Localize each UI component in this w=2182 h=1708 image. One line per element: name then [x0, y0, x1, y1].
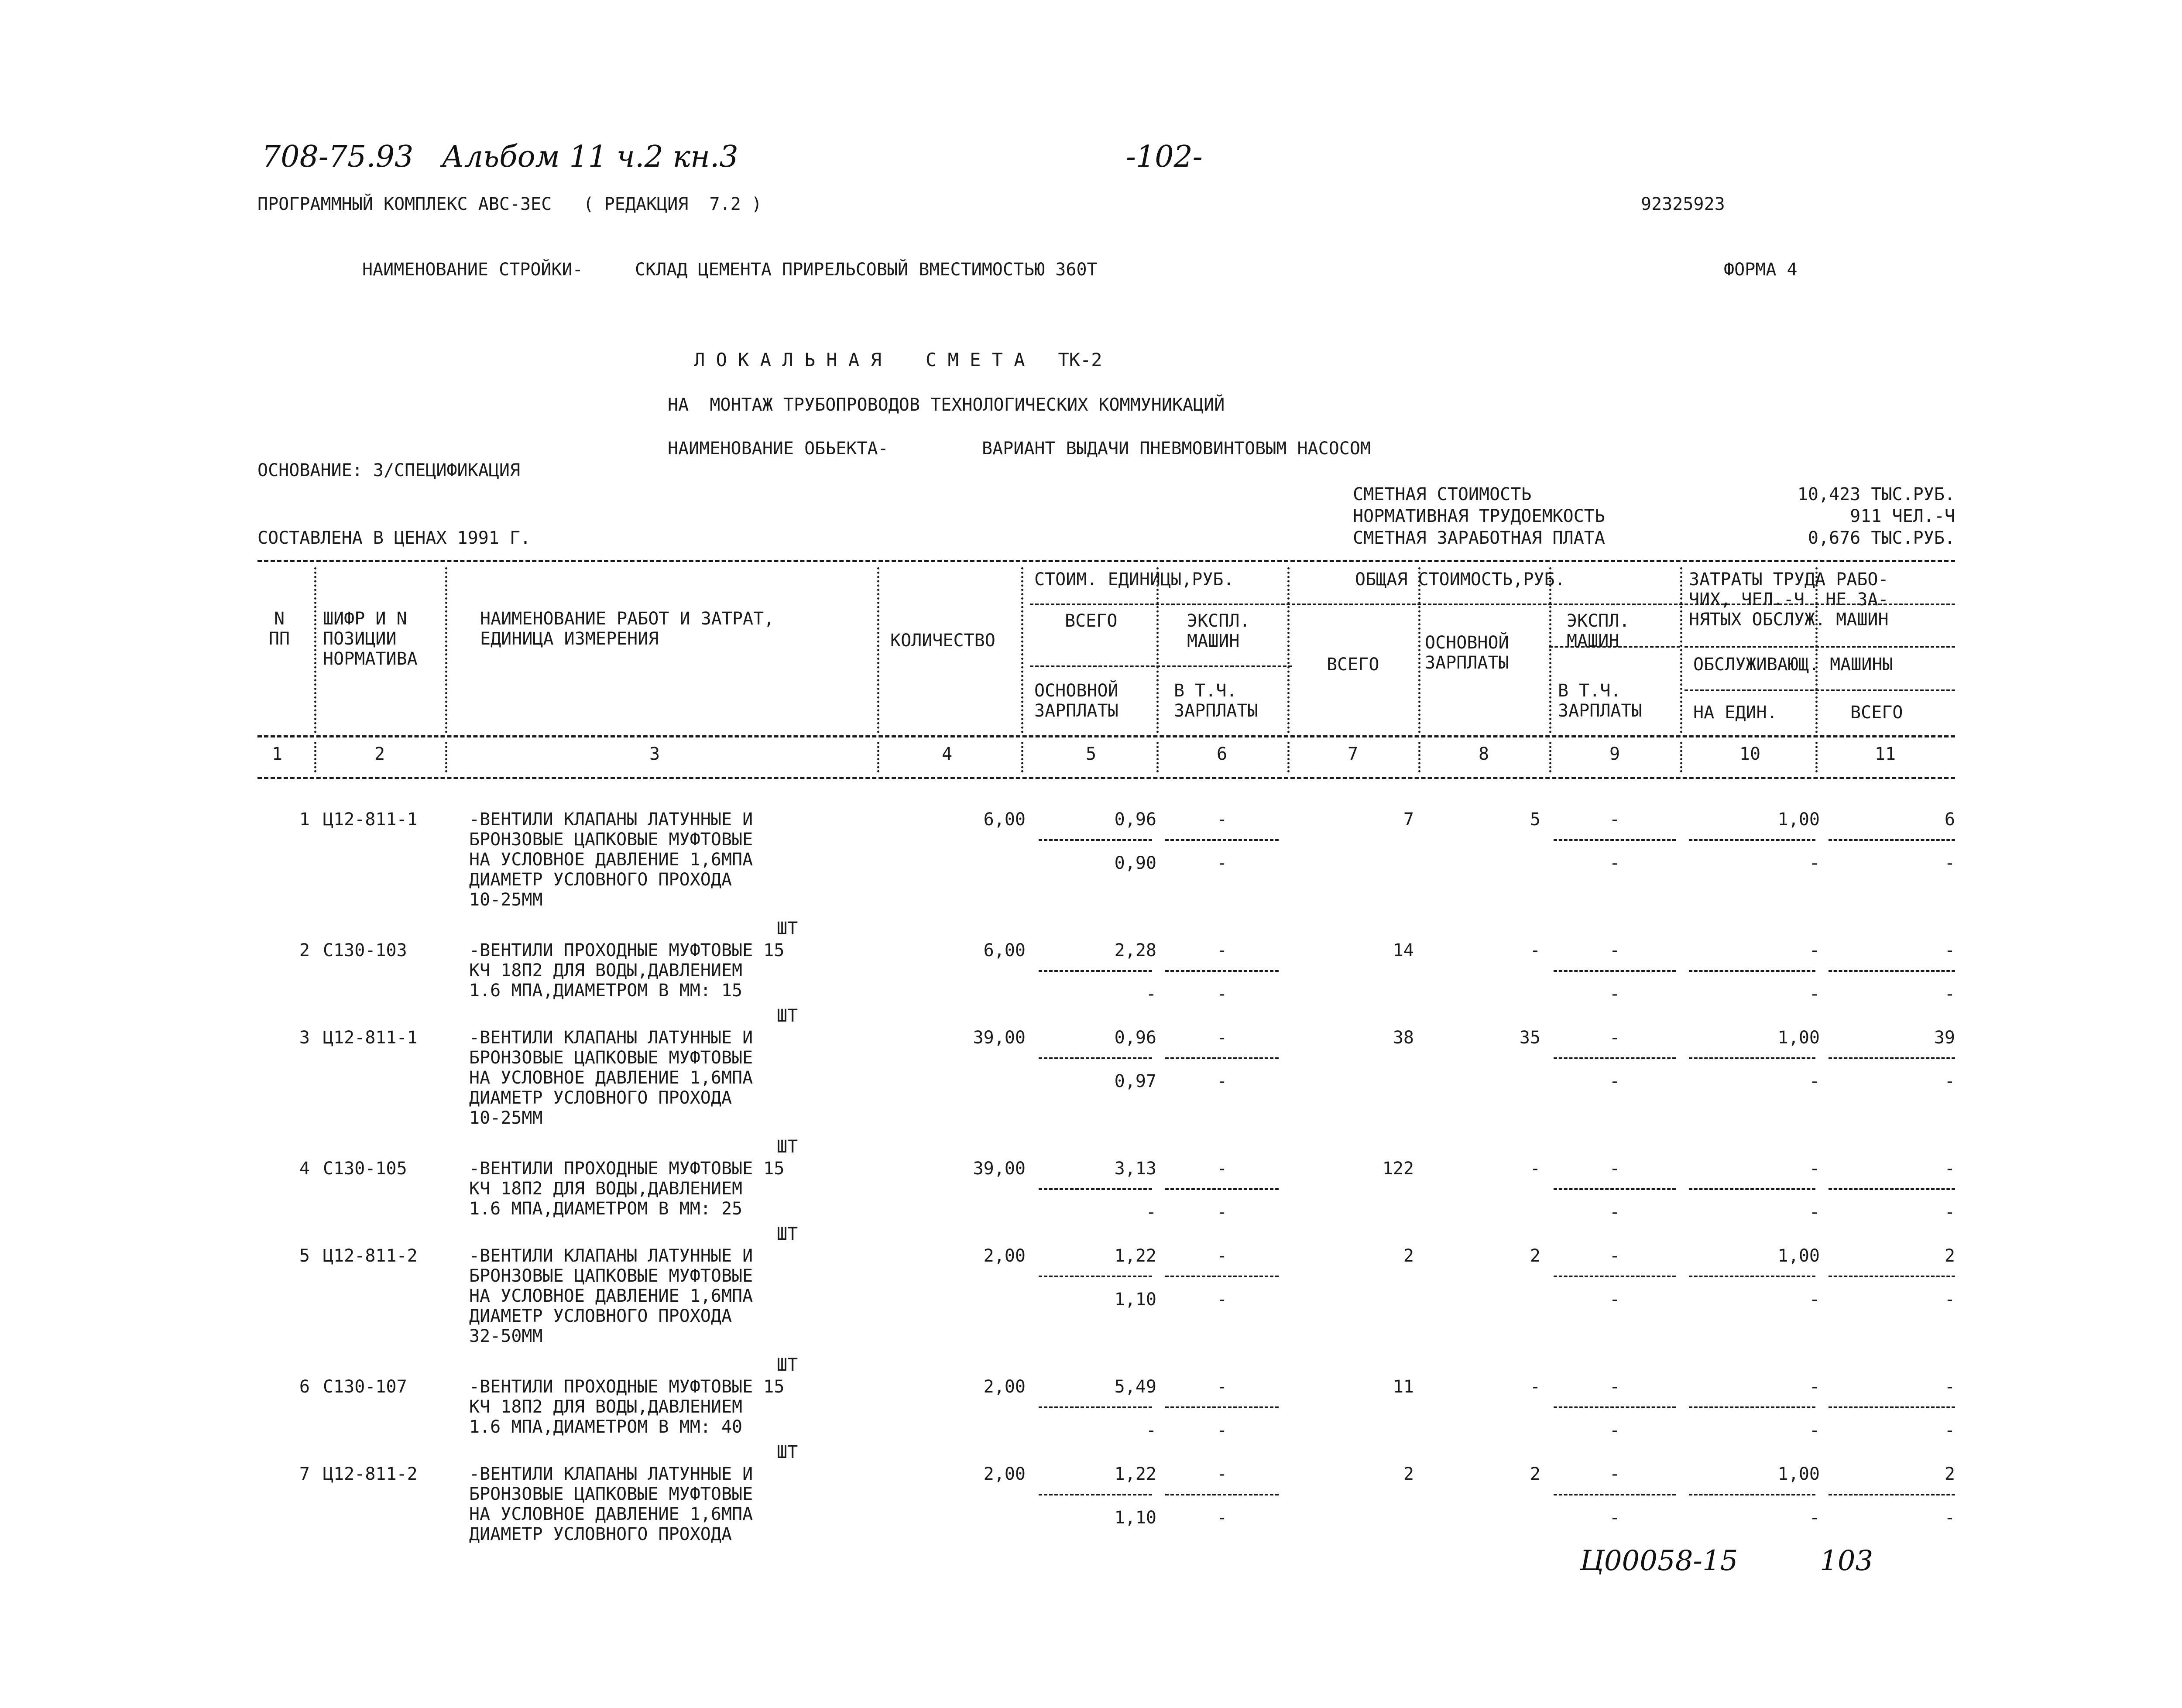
col-header-10: НА ЕДИН. [1693, 703, 1777, 723]
cell-divider [1829, 1057, 1955, 1059]
col-header-5: ВСЕГО [1065, 611, 1118, 631]
handwritten-footer-code: Ц00058-15 [1580, 1545, 1738, 1577]
row-total: 38 [1393, 1028, 1414, 1048]
row-number: 6 [299, 1377, 310, 1397]
column-number: 1 [271, 744, 283, 764]
prices-line: СОСТАВЛЕНА В ЦЕНАХ 1991 Г. [257, 528, 531, 548]
row-service-total: - [1944, 1071, 1955, 1091]
row-service-total: - [1944, 1290, 1955, 1310]
row-unit-machine-wages: - [1216, 1202, 1228, 1222]
row-unit-machines: - [1216, 1159, 1228, 1179]
row-number: 1 [299, 809, 310, 830]
cell-divider [1039, 1406, 1152, 1408]
column-number: 7 [1347, 744, 1359, 764]
row-quantity: 6,00 [983, 940, 1026, 960]
row-unit-machines: - [1216, 1464, 1228, 1484]
labor-mid-rule [1685, 646, 1955, 648]
row-unit-machine-wages: - [1216, 1508, 1228, 1528]
row-labor-total: - [1944, 940, 1955, 960]
row-unit-machines: - [1216, 1377, 1228, 1397]
summary-value-cost: 10,423 ТЫС.РУБ. [1797, 484, 1955, 504]
row-total-machine-wages: - [1609, 1420, 1620, 1440]
row-labor-total: 2 [1944, 1464, 1955, 1484]
row-total-machines: - [1609, 1028, 1620, 1048]
row-total-wages: 2 [1530, 1246, 1540, 1266]
cell-divider [1039, 1188, 1152, 1190]
column-separator [445, 742, 447, 772]
row-unit-total: 1,22 [1114, 1464, 1156, 1484]
object-value: ВАРИАНТ ВЫДАЧИ ПНЕВМОВИНТОВЫМ НАСОСОМ [982, 439, 1371, 459]
column-separator [1287, 742, 1290, 772]
col-header-qty: КОЛИЧЕСТВО [890, 631, 995, 651]
row-service-total: - [1944, 1508, 1955, 1528]
row-total-wages: - [1530, 940, 1540, 960]
row-number: 3 [299, 1028, 310, 1048]
col-header-code: ШИФР И N ПОЗИЦИИ НОРМАТИВА [323, 609, 418, 669]
column-number: 5 [1085, 744, 1097, 764]
column-separator [1418, 567, 1420, 733]
row-name: -ВЕНТИЛИ ПРОХОДНЫЕ МУФТОВЫЕ 15 КЧ 18П2 ДЛЯ ВОДЫ,ДАВЛЕНИЕМ 1.6 МПА,ДИАМЕТРОМ В ММ: 25 [469, 1159, 785, 1219]
cell-divider [1554, 1276, 1676, 1277]
cell-divider [1829, 1494, 1955, 1495]
row-number: 4 [299, 1159, 310, 1179]
column-number: 9 [1609, 744, 1620, 764]
col-header-6b: В Т.Ч. ЗАРПЛАТЫ [1174, 681, 1258, 721]
row-unit-total: 0,96 [1114, 809, 1156, 830]
row-code: Ц12-811-2 [323, 1246, 418, 1266]
row-name: -ВЕНТИЛИ ПРОХОДНЫЕ МУФТОВЫЕ 15 КЧ 18П2 ДЛЯ ВОДЫ,ДАВЛЕНИЕМ 1.6 МПА,ДИАМЕТРОМ В ММ: 15 [469, 940, 785, 1001]
row-labor-total: - [1944, 1159, 1955, 1179]
labor-sub-rule [1685, 689, 1955, 691]
row-number: 2 [299, 940, 310, 960]
row-total-machine-wages: - [1609, 1290, 1620, 1310]
cell-divider [1554, 970, 1676, 972]
col-header-labor: ЗАТРАТЫ ТРУДА РАБО- ЧИХ, ЧЕЛ.-Ч НЕ ЗА- НЯТЫХ ОБСЛУЖ. МАШИН [1689, 569, 1889, 630]
table-header-rule [257, 735, 1955, 737]
row-total-machines: - [1609, 809, 1620, 830]
row-total: 11 [1393, 1377, 1414, 1397]
row-code: Ц12-811-1 [323, 809, 418, 830]
column-separator [1680, 567, 1682, 733]
row-total: 122 [1382, 1159, 1414, 1179]
row-labor-total: 6 [1944, 809, 1955, 830]
cell-divider [1689, 1406, 1815, 1408]
column-separator [1021, 567, 1023, 733]
row-quantity: 2,00 [983, 1377, 1026, 1397]
row-total-wages: - [1530, 1377, 1540, 1397]
row-unit-of-measure: ШТ [777, 1006, 798, 1026]
summary-value-wages: 0,676 ТЫС.РУБ. [1808, 528, 1955, 548]
row-unit-machine-wages: - [1216, 853, 1228, 873]
row-total-machine-wages: - [1609, 984, 1620, 1004]
summary-label-labor: НОРМАТИВНАЯ ТРУДОЕМКОСТЬ [1353, 506, 1605, 526]
row-labor-total: 39 [1934, 1028, 1955, 1048]
row-total-machine-wages: - [1609, 1508, 1620, 1528]
column-number: 8 [1478, 744, 1489, 764]
cell-divider [1165, 1057, 1279, 1059]
cell-divider [1829, 1188, 1955, 1190]
col-header-9b: В Т.Ч. ЗАРПЛАТЫ [1558, 681, 1642, 721]
row-service-unit: - [1809, 1420, 1820, 1440]
row-unit-wages: 1,10 [1114, 1290, 1156, 1310]
row-code: С130-105 [323, 1159, 407, 1179]
handwritten-page-number: -102- [1126, 140, 1203, 174]
summary-value-labor: 911 ЧЕЛ.-Ч [1850, 506, 1955, 526]
row-unit-of-measure: ШТ [777, 919, 798, 939]
handwritten-footer-page: 103 [1820, 1545, 1873, 1577]
cell-divider [1039, 1057, 1152, 1059]
col-header-9: ЭКСПЛ. МАШИН [1567, 611, 1630, 651]
summary-label-wages: СМЕТНАЯ ЗАРАБОТНАЯ ПЛАТА [1353, 528, 1605, 548]
row-quantity: 2,00 [983, 1464, 1026, 1484]
row-service-unit: - [1809, 1202, 1820, 1222]
row-service-unit: - [1809, 1290, 1820, 1310]
row-unit-machines: - [1216, 940, 1228, 960]
row-name: -ВЕНТИЛИ КЛАПАНЫ ЛАТУННЫЕ И БРОНЗОВЫЕ ЦАПКОВЫЕ МУФТОВЫЕ НА УСЛОВНОЕ ДАВЛЕНИЕ 1,6МПА ДИАМЕТР УСЛОВНОГО ПРОХОДА 10-25ММ [469, 1028, 753, 1128]
row-quantity: 6,00 [983, 809, 1026, 830]
program-line: ПРОГРАММНЫЙ КОМПЛЕКС АВС-3ЕС ( РЕДАКЦИЯ 7.2 ) [257, 194, 762, 214]
form-label: ФОРМА 4 [1724, 260, 1798, 280]
row-labor-total: 2 [1944, 1246, 1955, 1266]
row-quantity: 2,00 [983, 1246, 1026, 1266]
cell-divider [1829, 970, 1955, 972]
row-service-unit: - [1809, 1508, 1820, 1528]
row-unit-of-measure: ШТ [777, 1442, 798, 1462]
column-separator [445, 567, 447, 733]
row-unit-total: 2,28 [1114, 940, 1156, 960]
col-header-labor-sub: ОБСЛУЖИВАЮЩ. МАШИНЫ [1693, 655, 1893, 675]
row-unit-total: 0,96 [1114, 1028, 1156, 1048]
cell-divider [1689, 1276, 1815, 1277]
col-header-11: ВСЕГО [1850, 703, 1903, 723]
cell-divider [1829, 1276, 1955, 1277]
col-header-total-cost: ОБЩАЯ СТОИМОСТЬ,РУБ. [1355, 569, 1565, 590]
column-number: 11 [1874, 744, 1896, 764]
row-total-machines: - [1609, 1464, 1620, 1484]
cell-divider [1039, 970, 1152, 972]
column-separator [1156, 742, 1159, 772]
row-labor-unit: 1,00 [1777, 1464, 1820, 1484]
row-labor-total: - [1944, 1377, 1955, 1397]
row-name: -ВЕНТИЛИ КЛАПАНЫ ЛАТУННЫЕ И БРОНЗОВЫЕ ЦАПКОВЫЕ МУФТОВЫЕ НА УСЛОВНОЕ ДАВЛЕНИЕ 1,6МПА ДИАМЕТР УСЛОВНОГО ПРОХОДА [469, 1464, 753, 1544]
row-code: Ц12-811-1 [323, 1028, 418, 1048]
col-header-7: ВСЕГО [1327, 655, 1379, 675]
cell-divider [1554, 1406, 1676, 1408]
object-label: НАИМЕНОВАНИЕ ОБЬЕКТА- [668, 439, 889, 459]
row-number: 5 [299, 1246, 310, 1266]
estimate-title: Л О К А Л Ь Н А Я С М Е Т А ТК-2 [694, 349, 1102, 370]
row-labor-unit: 1,00 [1777, 809, 1820, 830]
row-total-machines: - [1609, 1377, 1620, 1397]
column-number: 3 [649, 744, 660, 764]
cell-divider [1554, 1057, 1676, 1059]
row-unit-total: 1,22 [1114, 1246, 1156, 1266]
col-header-5b: ОСНОВНОЙ ЗАРПЛАТЫ [1034, 681, 1118, 721]
row-total-wages: 35 [1519, 1028, 1540, 1048]
row-labor-unit: - [1809, 940, 1820, 960]
table-top-rule [257, 560, 1955, 562]
row-total-wages: - [1530, 1159, 1540, 1179]
row-name: -ВЕНТИЛИ КЛАПАНЫ ЛАТУННЫЕ И БРОНЗОВЫЕ ЦАПКОВЫЕ МУФТОВЫЕ НА УСЛОВНОЕ ДАВЛЕНИЕ 1,6МПА ДИАМЕТР УСЛОВНОГО ПРОХОДА 10-25ММ [469, 809, 753, 910]
column-separator [1287, 567, 1290, 733]
column-separator [1549, 567, 1551, 733]
cell-divider [1165, 839, 1279, 841]
row-unit-of-measure: ШТ [777, 1224, 798, 1244]
row-unit-machine-wages: - [1216, 1420, 1228, 1440]
basis-line: ОСНОВАНИЕ: З/СПЕЦИФИКАЦИЯ [257, 460, 521, 480]
row-unit-wages: 0,90 [1114, 853, 1156, 873]
row-total: 2 [1403, 1246, 1414, 1266]
col-header-name: НАИМЕНОВАНИЕ РАБОТ И ЗАТРАТ, ЕДИНИЦА ИЗМЕРЕНИЯ [480, 609, 775, 649]
column-separator [1156, 567, 1159, 733]
column-separator [1815, 742, 1818, 772]
row-unit-wages: - [1146, 984, 1156, 1004]
col-header-8: ОСНОВНОЙ ЗАРПЛАТЫ [1425, 633, 1509, 673]
row-total-machines: - [1609, 1159, 1620, 1179]
column-number: 2 [374, 744, 385, 764]
row-service-unit: - [1809, 853, 1820, 873]
row-name: -ВЕНТИЛИ ПРОХОДНЫЕ МУФТОВЫЕ 15 КЧ 18П2 ДЛЯ ВОДЫ,ДАВЛЕНИЕМ 1.6 МПА,ДИАМЕТРОМ В ММ: 40 [469, 1377, 785, 1437]
construction-value: СКЛАД ЦЕМЕНТА ПРИРЕЛЬСОВЫЙ ВМЕСТИМОСТЬЮ 360Т [635, 260, 1098, 280]
cell-divider [1689, 1494, 1815, 1495]
column-numbers-rule [257, 777, 1955, 779]
row-labor-unit: - [1809, 1159, 1820, 1179]
cell-divider [1039, 1494, 1152, 1495]
cell-divider [1165, 970, 1279, 972]
row-total-machine-wages: - [1609, 853, 1620, 873]
row-total: 7 [1403, 809, 1414, 830]
column-separator [1021, 742, 1023, 772]
row-labor-unit: 1,00 [1777, 1246, 1820, 1266]
cell-divider [1554, 839, 1676, 841]
cell-divider [1689, 1057, 1815, 1059]
col-header-n: N ПП [268, 609, 290, 649]
document-code: 92325923 [1641, 194, 1725, 214]
row-unit-wages: 1,10 [1114, 1508, 1156, 1528]
row-unit-of-measure: ШТ [777, 1355, 798, 1375]
row-quantity: 39,00 [973, 1159, 1026, 1179]
row-unit-machine-wages: - [1216, 1071, 1228, 1091]
summary-label-cost: СМЕТНАЯ СТОИМОСТЬ [1353, 484, 1532, 504]
column-separator [877, 567, 879, 733]
row-name: -ВЕНТИЛИ КЛАПАНЫ ЛАТУННЫЕ И БРОНЗОВЫЕ ЦАПКОВЫЕ МУФТОВЫЕ НА УСЛОВНОЕ ДАВЛЕНИЕ 1,6МПА ДИАМЕТР УСЛОВНОГО ПРОХОДА 32-50ММ [469, 1246, 753, 1346]
column-number: 4 [941, 744, 953, 764]
column-separator [1549, 742, 1551, 772]
row-service-unit: - [1809, 984, 1820, 1004]
row-unit-machine-wages: - [1216, 1290, 1228, 1310]
row-code: Ц12-811-2 [323, 1464, 418, 1484]
column-separator [314, 742, 316, 772]
estimate-subtitle: НА МОНТАЖ ТРУБОПРОВОДОВ ТЕХНОЛОГИЧЕСКИХ КОММУНИКАЦИЙ [668, 395, 1225, 415]
cell-divider [1554, 1494, 1676, 1495]
row-service-total: - [1944, 853, 1955, 873]
row-labor-unit: 1,00 [1777, 1028, 1820, 1048]
cell-divider [1689, 839, 1815, 841]
row-total-wages: 5 [1530, 809, 1540, 830]
row-unit-machines: - [1216, 1246, 1228, 1266]
row-labor-unit: - [1809, 1377, 1820, 1397]
cell-divider [1165, 1188, 1279, 1190]
column-separator [314, 567, 316, 733]
row-total-wages: 2 [1530, 1464, 1540, 1484]
row-unit-machine-wages: - [1216, 984, 1228, 1004]
row-service-unit: - [1809, 1071, 1820, 1091]
column-number: 10 [1739, 744, 1761, 764]
row-total-machine-wages: - [1609, 1071, 1620, 1091]
cell-divider [1165, 1406, 1279, 1408]
cell-divider [1689, 1188, 1815, 1190]
cell-divider [1689, 970, 1815, 972]
handwritten-album: 708-75.93 Альбом 11 ч.2 кн.3 [262, 140, 738, 174]
row-quantity: 39,00 [973, 1028, 1026, 1048]
column-separator [877, 742, 879, 772]
row-total-machine-wages: - [1609, 1202, 1620, 1222]
row-service-total: - [1944, 984, 1955, 1004]
cell-divider [1829, 839, 1955, 841]
cell-divider [1829, 1406, 1955, 1408]
row-total: 14 [1393, 940, 1414, 960]
cell-divider [1039, 839, 1152, 841]
row-number: 7 [299, 1464, 310, 1484]
col-header-unit-cost: СТОИМ. ЕДИНИЦЫ,РУБ. [1034, 569, 1234, 590]
col-header-6: ЭКСПЛ. МАШИН [1187, 611, 1250, 651]
cell-divider [1039, 1276, 1152, 1277]
row-code: С130-107 [323, 1377, 407, 1397]
cell-divider [1165, 1276, 1279, 1277]
cell-divider [1554, 1188, 1676, 1190]
column-separator [1418, 742, 1420, 772]
row-code: С130-103 [323, 940, 407, 960]
row-total-machines: - [1609, 940, 1620, 960]
row-unit-wages: 0,97 [1114, 1071, 1156, 1091]
row-unit-wages: - [1146, 1202, 1156, 1222]
row-unit-machines: - [1216, 1028, 1228, 1048]
unit-cost-mid-rule [1030, 665, 1292, 667]
row-service-total: - [1944, 1420, 1955, 1440]
column-number: 6 [1216, 744, 1228, 764]
row-unit-machines: - [1216, 809, 1228, 830]
construction-label: НАИМЕНОВАНИЕ СТРОЙКИ- [362, 260, 583, 280]
row-unit-total: 5,49 [1114, 1377, 1156, 1397]
row-unit-total: 3,13 [1114, 1159, 1156, 1179]
row-unit-wages: - [1146, 1420, 1156, 1440]
row-unit-of-measure: ШТ [777, 1137, 798, 1157]
column-separator [1680, 742, 1682, 772]
row-total: 2 [1403, 1464, 1414, 1484]
row-service-total: - [1944, 1202, 1955, 1222]
cell-divider [1165, 1494, 1279, 1495]
row-total-machines: - [1609, 1246, 1620, 1266]
